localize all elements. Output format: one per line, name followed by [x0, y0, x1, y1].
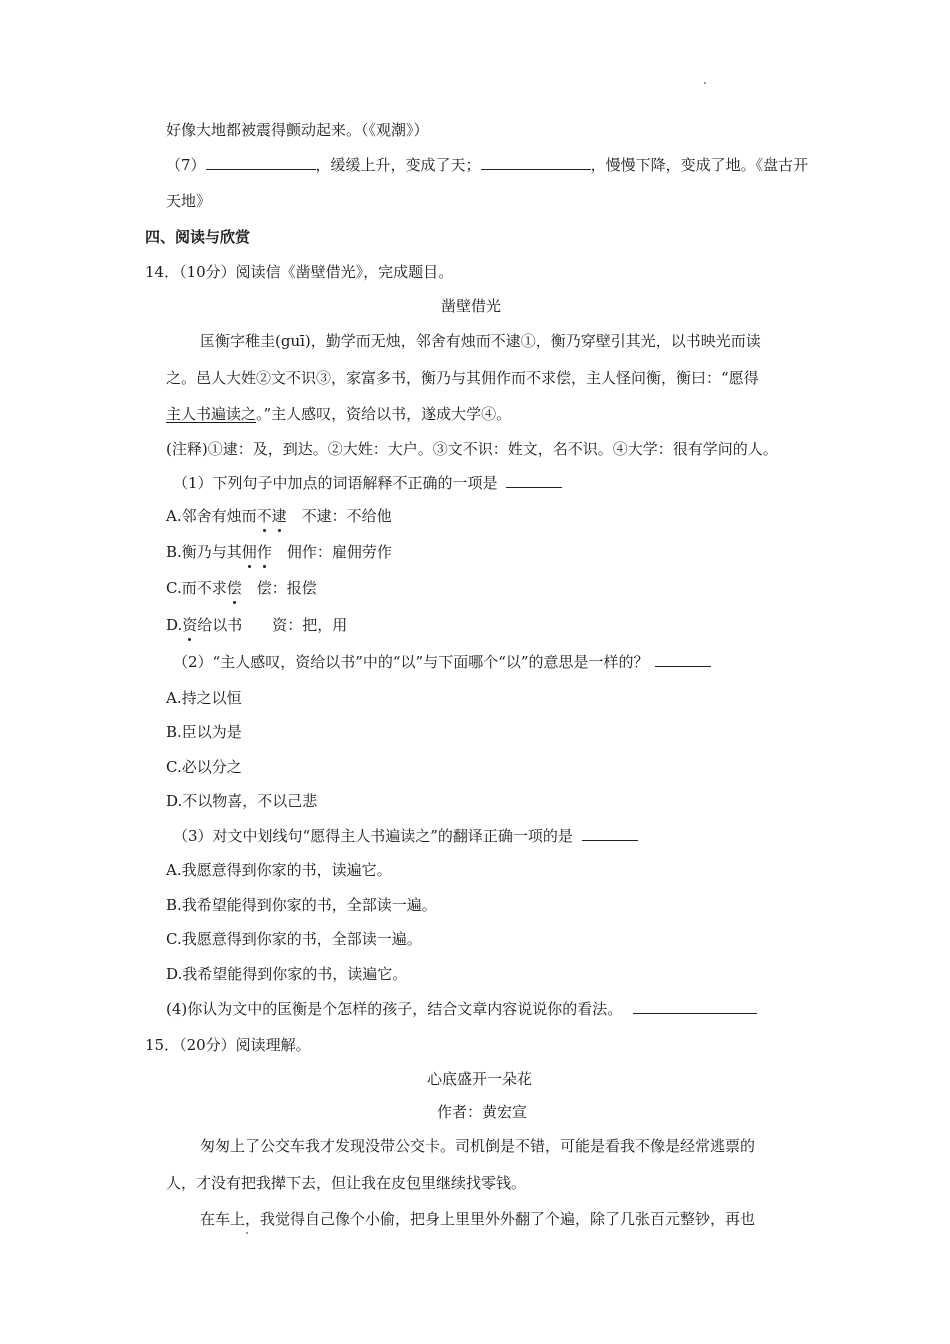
passage-line: 匆匆上了公交车我才发现没带公交卡。司机倒是不错，可能是看我不像是经常逃票的	[200, 1137, 756, 1155]
scan-dot	[246, 1232, 248, 1234]
passage-line	[166, 404, 511, 424]
sub-question-4	[166, 999, 757, 1019]
option-c[interactable]: C.必以分之	[166, 758, 242, 776]
option-text: 偿：报偿	[241, 579, 317, 597]
option-a[interactable]	[166, 506, 392, 526]
option-a[interactable]: A.我愿意得到你家的书，读遍它。	[166, 861, 392, 879]
option-b[interactable]	[166, 542, 392, 562]
question-text: （1）下列句子中加点的词语解释不正确的一项是	[173, 474, 498, 492]
dotted-word: 佣作	[241, 543, 272, 561]
scan-dot	[704, 82, 706, 84]
option-d[interactable]: D.我希望能得到你家的书，读遍它。	[166, 965, 408, 983]
annotation-notes: (注释)①逮：及，到达。②大姓：大户。③文不识：姓文，名不识。④大学：很有学问的人。	[166, 440, 778, 458]
option-b[interactable]: B.臣以为是	[166, 723, 242, 741]
dotted-word: 偿	[226, 579, 242, 597]
sub-question-2	[173, 652, 711, 672]
q7-text-1: ，缓缓上升，变成了天；	[315, 156, 481, 174]
sub-question-3	[173, 826, 638, 846]
question-text: （2）“主人感叹，资给以书”中的“以”与下面哪个“以”的意思是一样的？	[173, 653, 649, 671]
option-b[interactable]: B.我希望能得到你家的书，全部读一遍。	[166, 896, 437, 914]
option-c[interactable]	[166, 578, 317, 598]
dotted-word: 不逮	[256, 507, 287, 525]
option-text: 不逮：不给他	[286, 507, 392, 525]
q7-label: （7）	[166, 156, 206, 174]
option-d[interactable]	[166, 615, 347, 635]
option-text: C.而不求	[166, 579, 227, 597]
option-text: 佣作：雇佣劳作	[271, 543, 392, 561]
passage-author: 作者：黄宏宣	[437, 1103, 528, 1121]
passage-text: 。”主人感叹，资给以书，遂成大学④。	[256, 405, 512, 423]
question-15-intro: 15．（20分）阅读理解。	[145, 1036, 311, 1054]
answer-blank[interactable]	[481, 155, 591, 170]
section-heading: 四、阅读与欣赏	[145, 228, 251, 246]
sub-question-1	[173, 473, 562, 493]
question-text: （3）对文中划线句“愿得主人书遍读之”的翻译正确一项的是	[173, 827, 573, 845]
text-line: 天地》	[166, 192, 212, 210]
passage-line: 人，才没有把我撵下去，但让我在皮包里继续找零钱。	[166, 1174, 527, 1192]
passage-line: 之。邑人大姓②文不识③，家富多书，衡乃与其佣作而不求偿，主人怪问衡，衡曰：“愿得	[166, 369, 759, 387]
answer-blank[interactable]	[633, 999, 757, 1014]
option-text: B.衡乃与其	[166, 543, 242, 561]
q7-text-2: ，慢慢下降，变成了地。《盘古开	[590, 156, 809, 174]
option-a[interactable]: A.持之以恒	[166, 689, 242, 707]
answer-blank[interactable]	[506, 473, 562, 488]
answer-blank[interactable]	[206, 155, 316, 170]
fill-blank-line-q7	[166, 155, 808, 175]
passage-title: 凿壁借光	[441, 297, 502, 315]
option-text: D.	[166, 616, 183, 634]
option-text: A.邻舍有烛而	[166, 507, 257, 525]
underlined-sentence: 主人书遍读之	[166, 405, 257, 423]
dotted-word: 资	[182, 616, 198, 634]
option-d[interactable]: D.不以物喜，不以己悲	[166, 792, 318, 810]
text-line: 好像大地都被震得颤动起来。（《观潮》）	[166, 121, 429, 139]
option-c[interactable]: C.我愿意得到你家的书，全部读一遍。	[166, 930, 422, 948]
option-text: 给以书 资：把，用	[197, 616, 348, 634]
passage-title: 心底盛开一朵花	[427, 1070, 533, 1088]
passage-line: 匡衡字稚圭(guī)，勤学而无烛，邻舍有烛而不逮①，衡乃穿壁引其光，以书映光而读	[200, 332, 761, 350]
answer-blank[interactable]	[582, 826, 638, 841]
answer-blank[interactable]	[655, 652, 711, 667]
question-text: (4)你认为文中的匡衡是个怎样的孩子，结合文章内容说说你的看法。	[166, 1000, 623, 1018]
passage-line: 在车上，我觉得自己像个小偷，把身上里里外外翻了个遍，除了几张百元整钞，再也	[200, 1210, 756, 1228]
question-14-intro: 14．（10分）阅读信《凿壁借光》，完成题目。	[145, 263, 454, 281]
